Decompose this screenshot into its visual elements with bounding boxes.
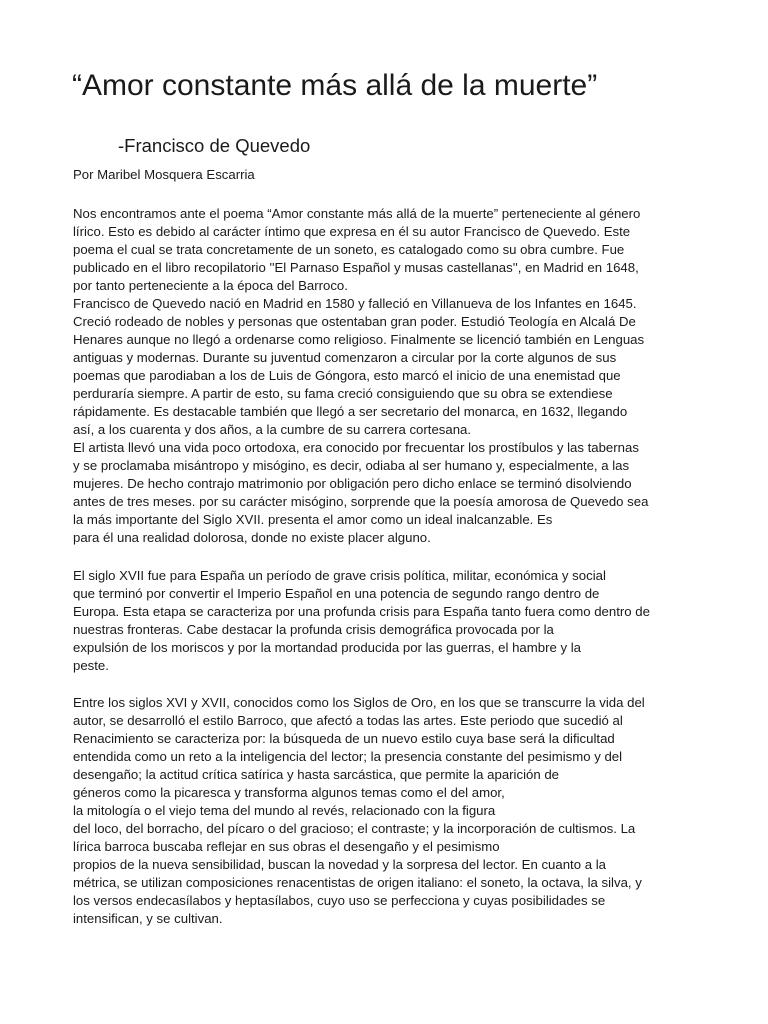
text-line: expulsión de los moriscos y por la mortandad producida por las guerras, el hambre y la (73, 640, 581, 655)
text-line: autor, se desarrolló el estilo Barroco, que afectó a todas las artes. Este periodo que sucedió al (73, 713, 623, 728)
text-line: El artista llevó una vida poco ortodoxa, era conocido por frecuentar los prostíbulos y las tabernas (73, 440, 639, 455)
text-line: del loco, del borracho, del pícaro o del gracioso; el contraste; y la incorporación de cultismos. La (73, 821, 636, 836)
text-line: así, a los cuarenta y dos años, a la cumbre de su carrera cortesana. (73, 422, 472, 437)
text-line: nuestras fronteras. Cabe destacar la profunda crisis demográfica provocada por la (73, 622, 554, 637)
text-line: lírica barroca buscaba reflejar en sus obras el desengaño y el pesimismo (73, 839, 500, 854)
text-line: rápidamente. Es destacable también que llegó a ser secretario del monarca, en 1632, llegando (73, 404, 628, 419)
text-line: entendida como un reto a la inteligencia del lector; la presencia constante del pesimismo y del (73, 749, 623, 764)
text-line: Nos encontramos ante el poema “Amor constante más allá de la muerte” perteneciente al género (73, 206, 641, 221)
text-line: Henares aunque no llegó a ordenarse como religioso. Finalmente se licenció también en Lenguas (73, 332, 645, 347)
byline: Por Maribel Mosquera Escarria (73, 167, 255, 182)
text-line: peste. (73, 658, 109, 673)
text-line: los versos endecasílabos y heptasílabos, cuyo uso se perfecciona y cuyas posibilidades se (73, 893, 606, 908)
text-line: antiguas y modernas. Durante su juventud comenzaron a circular por la corte algunos de sus (73, 350, 617, 365)
text-line: que terminó por convertir el Imperio Español en una potencia de segundo rango dentro de (73, 586, 600, 601)
text-line: propios de la nueva sensibilidad, buscan la novedad y la sorpresa del lector. En cuanto a la (73, 857, 606, 872)
text-line: publicado en el libro recopilatorio ''El Parnaso Español y musas castellanas'', en Madrid en 1648, (73, 260, 639, 275)
text-line: y se proclamaba misántropo y misógino, es decir, odiaba al ser humano y, especialmente, a las (73, 458, 630, 473)
text-line: poema el cual se trata concretamente de un soneto, es catalogado como su obra cumbre. Fue (73, 242, 625, 257)
text-line: Entre los siglos XVI y XVII, conocidos como los Siglos de Oro, en los que se transcurre la vida del (73, 695, 645, 710)
text-line: Europa. Esta etapa se caracteriza por una profunda crisis para España tanto fuera como dentro de (73, 604, 650, 619)
text-line: métrica, se utilizan composiciones renacentistas de origen italiano: el soneto, la octava, la silva, y (73, 875, 642, 890)
text-line: desengaño; la actitud crítica satírica y hasta sarcástica, que permite la aparición de (73, 767, 559, 782)
text-line: antes de tres meses. por su carácter misógino, sorprende que la poesía amorosa de Quevedo sea (73, 494, 649, 509)
text-line: poemas que parodiaban a los de Luis de Góngora, esto marcó el inicio de una enemistad que (73, 368, 621, 383)
text-line: mujeres. De hecho contrajo matrimonio por obligación pero dicho enlace se terminó disolviendo (73, 476, 632, 491)
document-title: “Amor constante más allá de la muerte” (72, 69, 598, 102)
text-line: intensifican, y se cultivan. (73, 911, 223, 926)
author-subtitle: -Francisco de Quevedo (118, 135, 311, 156)
text-line: Creció rodeado de nobles y personas que ostentaban gran poder. Estudió Teología en Alcalá De (73, 314, 636, 329)
text-line: El siglo XVII fue para España un período de grave crisis política, militar, económica y social (73, 568, 606, 583)
text-line: Renacimiento se caracteriza por: la búsqueda de un nuevo estilo cuya base será la dificultad (73, 731, 615, 746)
text-line: géneros como la picaresca y transforma algunos temas como el del amor, (73, 785, 505, 800)
text-line: por tanto perteneciente a la época del Barroco. (73, 278, 348, 293)
text-line: la más importante del Siglo XVII. presenta el amor como un ideal inalcanzable. Es (73, 512, 553, 527)
text-line: para él una realidad dolorosa, donde no existe placer alguno. (73, 530, 431, 545)
text-line: perduraría siempre. A partir de esto, su fama creció consiguiendo que su obra se extendiese (73, 386, 613, 401)
text-line: Francisco de Quevedo nació en Madrid en 1580 y falleció en Villanueva de los Infantes en 1645. (73, 296, 637, 311)
text-line: la mitología o el viejo tema del mundo al revés, relacionado con la figura (73, 803, 496, 818)
text-line: lírico. Esto es debido al carácter íntimo que expresa en él su autor Francisco de Quevedo. Este (73, 224, 631, 239)
